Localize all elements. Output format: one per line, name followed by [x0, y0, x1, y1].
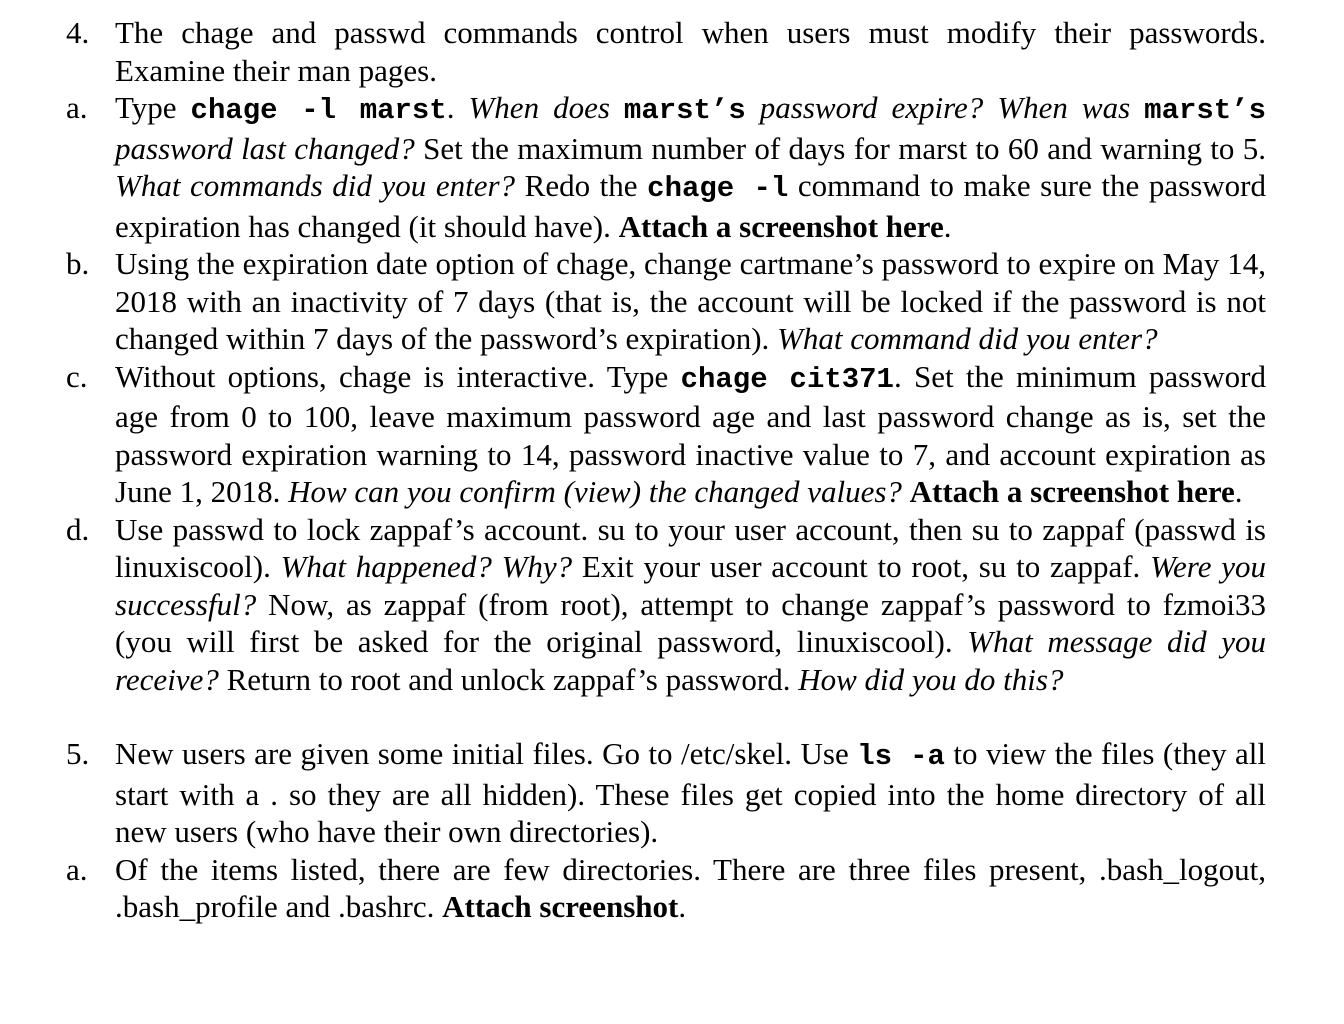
q5a-text-2: . [678, 889, 687, 924]
q4c-text-3 [902, 474, 910, 509]
question-4c-label: c. [66, 358, 88, 394]
q4d-text-4: Return to root and unlock zappaf’s password. [218, 661, 799, 697]
q4a-text-1: Type [115, 90, 191, 125]
q4d-text-2: Exit your user account to root, su to zappaf. [572, 549, 1151, 584]
question-4 [0, 14, 1344, 89]
q4a-italic-4: What commands did you enter? [115, 168, 516, 203]
q4a-code-chage-l: chage -l [647, 172, 789, 205]
q4a-text-6: . [943, 208, 952, 244]
q4a-italic-3: password last changed? [115, 130, 415, 166]
question-4d [0, 511, 1344, 699]
question-4-number: 4. [66, 15, 90, 50]
question-4a [0, 89, 1344, 245]
q4a-text-4: Redo the [515, 168, 648, 203]
question-4c [0, 358, 1344, 511]
q5a-text-1: Of the items listed, there are few directories. There are three files present, .bash_logout, .bash_profile and .bashrc. [115, 851, 1266, 924]
q4c-text-4: . [1234, 474, 1243, 509]
q4a-italic-2: password expire? When was [745, 90, 1145, 125]
q4d-text-3: Now, as zappaf (from root), attempt to change zappaf’s password to fzmoi33 (you will first be asked for the original password, linuxiscool). [115, 586, 1266, 659]
q4b-text-1: Using the expiration date option of chage, change cartmane’s password to expire on May 14, 2018 with an inactivity of 7 days (that is, the account will be locked if the password is not changed within 7 days of the password’s expiration). [115, 246, 1266, 356]
q4b-italic-1: What command did you enter? [777, 321, 1158, 356]
q4d-text-1: Use passwd to lock zappaf’s account. su to your user account, then su to zappaf (passwd is linuxiscool). [115, 511, 1266, 584]
q4a-code-chage-l-marst: chage -l marst [190, 94, 447, 127]
q4a-code-marst-2: marst’s [1144, 94, 1266, 127]
section-gap [0, 698, 1344, 735]
q4d-italic-4: How did you do this? [798, 661, 1064, 697]
q4a-text-3: Set the maximum number of days for marst to 60 and warning to 5. [414, 130, 1267, 166]
q5-code-ls-a: ls -a [857, 740, 945, 773]
q4c-text-1: Without options, chage is interactive. Type [115, 358, 681, 394]
q4a-text-5: command to make sure the password expiration has changed (it should have). [115, 168, 1267, 244]
question-5a-label: a. [66, 851, 88, 887]
q4c-code-chage-cit371: chage cit371 [680, 362, 894, 396]
question-4-text: The chage and passwd commands control when users must modify their passwords. Examine their man pages. [115, 15, 1266, 88]
question-4b-label: b. [66, 246, 90, 281]
q4d-italic-3: What message did you receive? [115, 624, 1266, 697]
q4a-bold-attach: Attach a screenshot here [618, 208, 944, 244]
q4c-text-2: . Set the minimum password age from 0 to 100, leave maximum password age and last password change as is, set the password expiration warning to 14, password inactive value to 7, and account expiration as June 1, 2018. [115, 358, 1266, 509]
q4a-italic-1: When does [468, 90, 624, 125]
q5-text-2: to view the files (they all start with a . so they are all hidden). These files get copied into the home directory of all new users (who have their own directories). [115, 736, 1267, 849]
q5-text-1: New users are given some initial files. Go to /etc/skel. Use [115, 736, 858, 771]
q4a-text-2: . [446, 90, 469, 125]
question-5a [0, 851, 1344, 926]
question-4b [0, 245, 1344, 358]
document-page [0, 14, 1344, 926]
question-4a-label: a. [66, 90, 88, 125]
question-5-number: 5. [66, 736, 90, 771]
q4c-italic-1: How can you confirm (view) the changed values? [288, 474, 902, 509]
q5a-bold-attach: Attach screenshot [442, 889, 679, 924]
q4d-italic-1: What happened? Why? [280, 549, 573, 584]
question-5 [0, 735, 1344, 851]
q4a-code-marst-1: marst’s [623, 94, 746, 127]
q4c-bold-attach: Attach a screenshot here [909, 474, 1235, 509]
q4d-italic-2: Were you successful? [115, 549, 1266, 622]
question-4d-label: d. [66, 511, 90, 547]
